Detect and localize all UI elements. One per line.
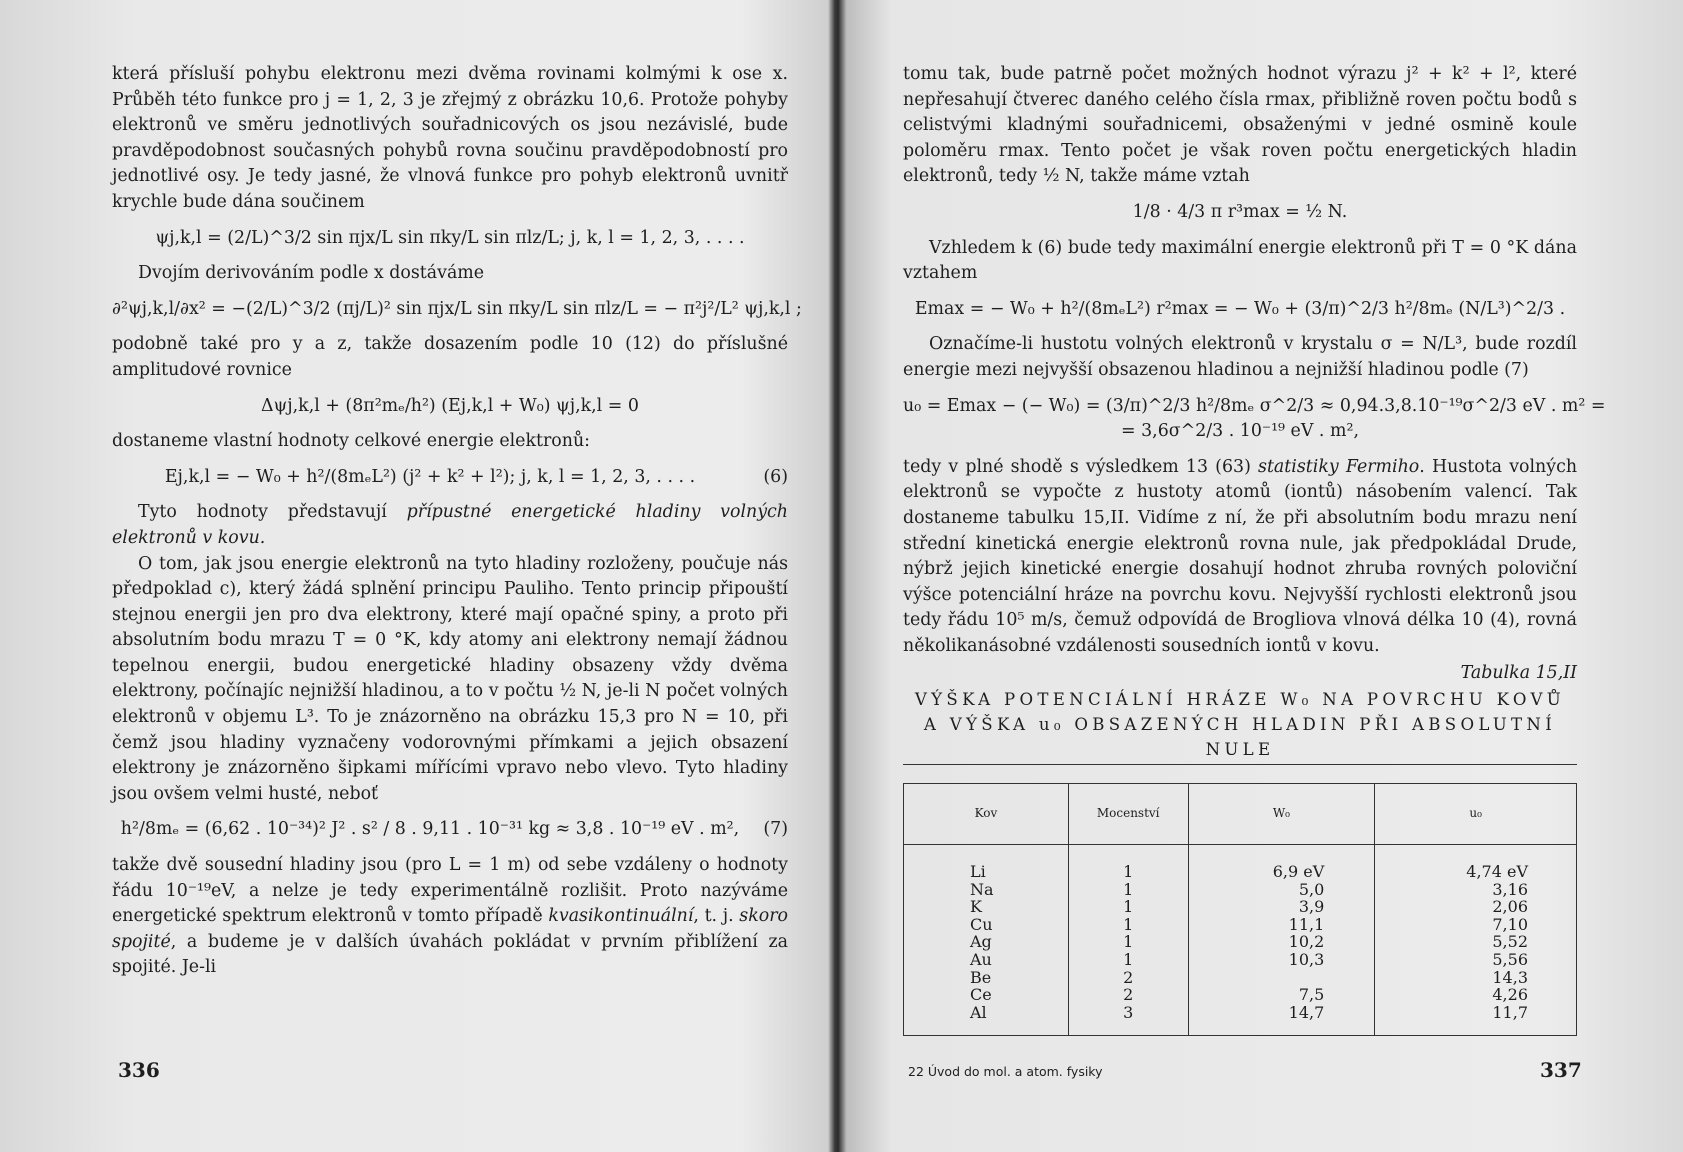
- table-caption: Tabulka 15,II: [1460, 663, 1577, 684]
- equation-line: u₀ = Emax − (− W₀) = (3/π)^2/3 h²/8mₑ σ^2/3 ≈ 0,94.3,8.10⁻¹⁹σ^2/3 eV . m² =: [903, 395, 1606, 416]
- paragraph: Dvojím derivováním podle x dostáváme: [138, 263, 485, 284]
- table-cell: 5,56: [1375, 951, 1577, 969]
- page-number-left: 336: [118, 1058, 160, 1082]
- table-row: [904, 933, 1577, 951]
- equation-emax: Emax = − W₀ + h²/(8mₑL²) r²max = − W₀ + (3/π)^2/3 h²/8mₑ (N/L³)^2/3 .: [914, 298, 1566, 319]
- table-cell: 3,9: [1188, 898, 1375, 916]
- emphasis: statistiky Fermiho: [1258, 456, 1420, 477]
- table-cell: Al: [904, 1004, 1069, 1036]
- equation-second-derivative: ∂²ψj,k,l/∂x² = −(2/L)^3/2 (πj/L)² sin πjx/L sin πky/L sin πlz/L = − π²j²/L² ψj,k,l ;: [112, 298, 802, 319]
- table-cell: 14,7: [1188, 1004, 1375, 1036]
- table-cell: [1188, 969, 1375, 987]
- table-cell: 4,26: [1375, 986, 1577, 1004]
- table-cell: Be: [904, 969, 1069, 987]
- paragraph: která přísluší pohybu elektronu mezi dvěma rovinami kolmými k ose x. Průběh této funkce pro j = 1, 2, 3 je zřejmý z obrázku 10,6. Protože pohyby elektronů ve směru jednotlivých souřadnicových os jsou nezávislé, bude pravděpodobnost současných pohybů rovna součinu pravděpodobností pro jednotlivé osy. Je tedy jasné, že vlnová funkce pro pohyb elektronů uvnitř krychle bude dána součinem: [112, 64, 788, 212]
- table-cell: Li: [904, 845, 1069, 881]
- text-run: , a budeme je v dalších úvahách pokládat v prvním přiblížení za spojité. Je-li: [112, 931, 788, 978]
- text-run: Tyto hodnoty představují: [138, 502, 407, 523]
- left-page: [112, 62, 802, 981]
- equation-wavefunction: ψj,k,l = (2/L)^3/2 sin πjx/L sin πky/L sin πlz/L; j, k, l = 1, 2, 3, . . . .: [155, 227, 745, 248]
- table-row: [904, 1004, 1577, 1036]
- paragraph: [903, 455, 1577, 660]
- table-cell: 10,3: [1188, 951, 1375, 969]
- table-cell: 3,16: [1375, 881, 1577, 899]
- text-run: takže dvě sousední hladiny jsou (pro L = 1 m) od sebe vzdáleny o hodnoty řádu 10⁻¹⁹eV, a nelze je tedy experimentálně rozlišit. Proto nazýváme energetické spektrum elektronů v tomto případě: [112, 855, 788, 927]
- table-cell: Ce: [904, 986, 1069, 1004]
- table-cell: 2: [1068, 986, 1188, 1004]
- table-title-line: A VÝŠKA u₀ OBSAZENÝCH HLADIN PŘI ABSOLUTNÍ NULE: [923, 715, 1557, 760]
- right-page: [903, 62, 1606, 1036]
- table-title-line: VÝŠKA POTENCIÁLNÍ HRÁZE W₀ NA POVRCHU KOVŮ: [914, 690, 1566, 710]
- table-cell: 11,7: [1375, 1004, 1577, 1036]
- table-row: [904, 916, 1577, 934]
- table-cell: 5,52: [1375, 933, 1577, 951]
- page-footer: 22 Úvod do mol. a atom. fysiky: [908, 1064, 1103, 1079]
- table-header-cell: W₀: [1188, 784, 1375, 845]
- paragraph: dostaneme vlastní hodnoty celkové energie elektronů:: [112, 431, 591, 452]
- equation-number: (7): [763, 819, 788, 840]
- equation-amplitude: Δψj,k,l + (8π²mₑ/h²) (Ej,k,l + W₀) ψj,k,l = 0: [261, 395, 639, 416]
- text-run: , t. j.: [693, 906, 740, 927]
- table-cell: 6,9 eV: [1188, 845, 1375, 881]
- equation-energy-levels: [112, 465, 788, 491]
- table-header-cell: Kov: [904, 784, 1069, 845]
- paragraph: O tom, jak jsou energie elektronů na tyto hladiny rozloženy, poučuje nás předpoklad c), který žádá splnění principu Pauliho. Tento princip připouští stejnou energii jen pro dva elektrony, které mají opačné spiny, a proto při absolutním bodu mrazu T = 0 °K, kdy atomy ani elektrony nemají žádnou tepelnou energii, budou energetické hladiny obsazeny vždy dvěma elektrony, počínajíc nejnižší hladinou, a to v počtu ½ N, je-li N počet volných elektronů v objemu L³. To je znázorněno na obrázku 15,3 pro N = 10, při čemž jsou hladiny vyznačeny vodorovnými přímkami a jejich obsazení elektrony je znázorněno šipkami mířícími vpravo nebo vlevo. Tyto hladiny jsou ovšem velmi husté, neboť: [112, 553, 788, 804]
- paragraph: [112, 500, 788, 551]
- table-cell: 1: [1068, 951, 1188, 969]
- table-cell: 1: [1068, 898, 1188, 916]
- table-cell: Na: [904, 881, 1069, 899]
- equation-level-spacing: [112, 817, 788, 843]
- table-row: [904, 951, 1577, 969]
- table-cell: 7,5: [1188, 986, 1375, 1004]
- equation-body: Ej,k,l = − W₀ + h²/(8mₑL²) (j² + k² + l²); j, k, l = 1, 2, 3, . . . .: [164, 466, 696, 487]
- table-header-cell: u₀: [1375, 784, 1577, 845]
- text-run: tedy v plné shodě s výsledkem 13 (63): [903, 456, 1259, 477]
- table-cell: Au: [904, 951, 1069, 969]
- paragraph: Vzhledem k (6) bude tedy maximální energie elektronů při T = 0 °K dána vztahem: [903, 237, 1577, 284]
- equation-line: = 3,6σ^2/3 . 10⁻¹⁹ eV . m²,: [1121, 421, 1359, 442]
- emphasis: přípustné energetické hladiny volných elektronů v kovu.: [112, 502, 788, 548]
- paragraph: podobně také pro y a z, takže dosazením podle 10 (12) do příslušné amplitudové rovnice: [112, 334, 788, 380]
- table-header-cell: Mocenství: [1068, 784, 1188, 845]
- table-cell: 4,74 eV: [1375, 845, 1577, 881]
- table-cell: 7,10: [1375, 916, 1577, 934]
- table-cell: Cu: [904, 916, 1069, 934]
- table-title: [903, 687, 1577, 765]
- table-cell: 3: [1068, 1004, 1188, 1036]
- table-cell: Ag: [904, 933, 1069, 951]
- paragraph: tomu tak, bude patrně počet možných hodnot výrazu j² + k² + l², které nepřesahují čtverec daného celého čísla rmax, přibližně roven počtu bodů s celistvými kladnými souřadnicemi, obsaženými v jedné osmině koule poloměru rmax. Tento počet je však roven počtu energetických hladin elektronů, tedy ½ N, takže máme vztah: [903, 64, 1577, 187]
- table-cell: K: [904, 898, 1069, 916]
- table-cell: 14,3: [1375, 969, 1577, 987]
- emphasis: kvasikontinuální: [548, 906, 694, 927]
- table-row: [904, 986, 1577, 1004]
- table-cell: 1: [1068, 845, 1188, 881]
- table-cell: 1: [1068, 933, 1188, 951]
- equation-number: (6): [763, 466, 788, 487]
- paragraph: [112, 853, 788, 981]
- table-cell: 11,1: [1188, 916, 1375, 934]
- table-row: [904, 845, 1577, 881]
- page-number-right: 337: [1540, 1058, 1582, 1082]
- table-row: [904, 881, 1577, 899]
- table-cell: 1: [1068, 916, 1188, 934]
- emphasis: skoro spojité: [112, 906, 788, 952]
- data-table: [903, 783, 1577, 1036]
- text-run: . Hustota volných elektronů se vypočte z hustoty atomů (iontů) násobením valencí. Tak dostaneme tabulku 15,II. Vidíme z ní, že při absolutním bodu mrazu není střední kinetická energie elektronů rovna nule, jak předpokládal Drude, nýbrž jejich kinetické energie dosahují hodnot zhruba rovných poloviční výšce potenciální hráze na povrchu kovu. Nejvyšší rychlosti elektronů jsou tedy řádu 10⁵ m/s, čemuž odpovídá de Brogliova vlnová délka 10 (4), rovná několikanásobné vzdálenosti sousedních iontů v kovu.: [903, 456, 1578, 656]
- table-cell: 5,0: [1188, 881, 1375, 899]
- equation-octant: 1/8 · 4/3 π r³max = ½ N.: [1132, 201, 1348, 222]
- table-cell: 1: [1068, 881, 1188, 899]
- table-cell: 2: [1068, 969, 1188, 987]
- table-row: [904, 969, 1577, 987]
- table-header-row: [904, 784, 1577, 845]
- equation-u0: [903, 394, 1606, 445]
- table-cell: 10,2: [1188, 933, 1375, 951]
- paragraph: Označíme-li hustotu volných elektronů v krystalu σ = N/L³, bude rozdíl energie mezi nejvyšší obsazenou hladinou a nejnižší hladinou podle (7): [903, 334, 1577, 380]
- equation-body: h²/8mₑ = (6,62 . 10⁻³⁴)² J² . s² / 8 . 9,11 . 10⁻³¹ kg ≈ 3,8 . 10⁻¹⁹ eV . m²,: [120, 819, 740, 840]
- table-cell: 2,06: [1375, 898, 1577, 916]
- table-row: [904, 898, 1577, 916]
